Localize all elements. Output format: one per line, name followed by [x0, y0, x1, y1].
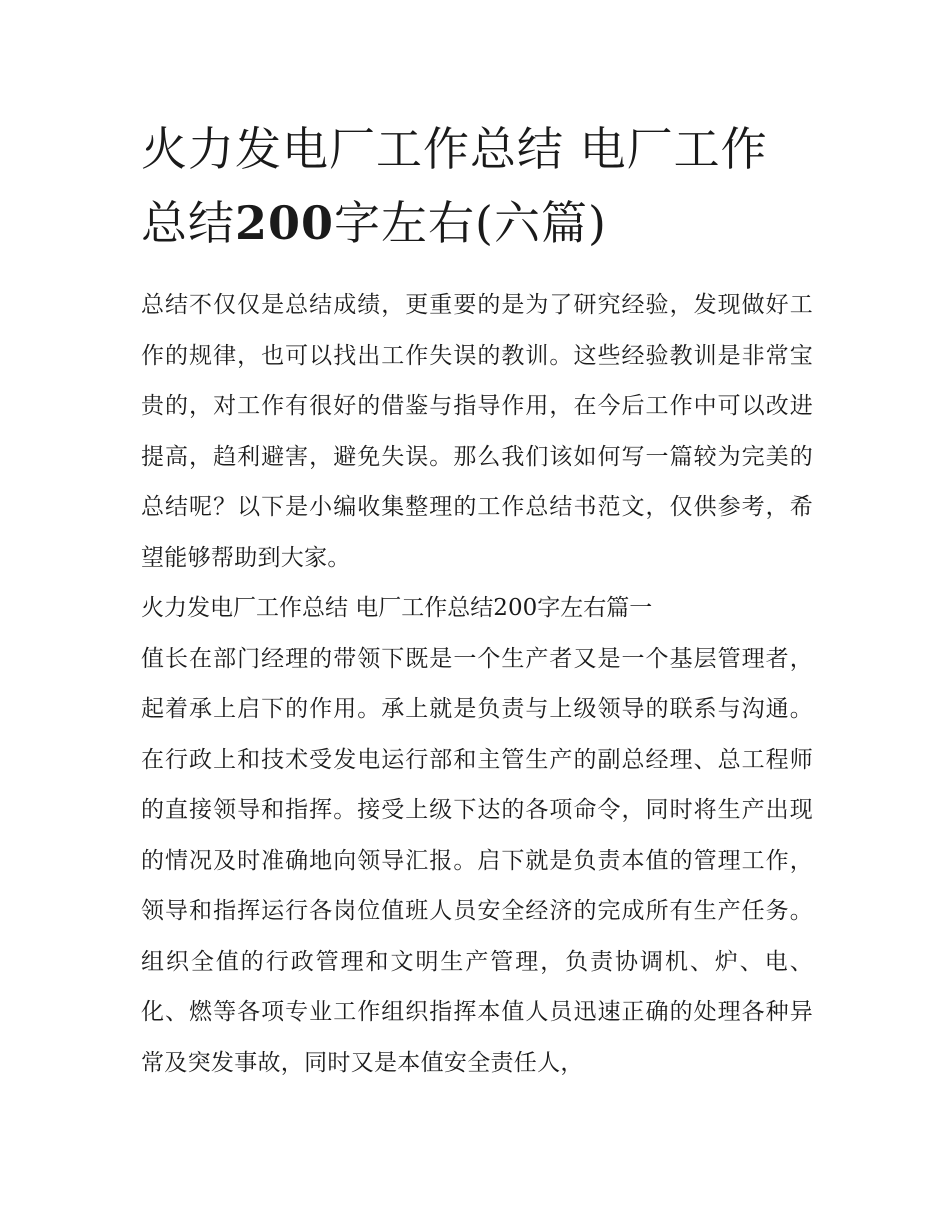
section-body: 值长在部门经理的带领下既是一个生产者又是一个基层管理者，起着承上启下的作用。承上就是负责与上级领导的联系与沟通。在行政上和技术受发电运行部和主管生产的副总经理、总工程师的直接领导和指挥。接受上级下达的各项命令，同时将生产出现的情况及时准确地向领导汇报。启下就是负责本值的管理工作，领导和指挥运行各岗位值班人员安全经济的完成所有生产任务。组织全值的行政管理和文明生产管理，负责协调机、炉、电、化、燃等各项专业工作组织指挥本值人员迅速正确的处理各种异常及突发事故，同时又是本值安全责任人，: [141, 645, 813, 1076]
section-heading: 火力发电厂工作总结 电厂工作总结200字左右篇一: [141, 595, 653, 621]
document-title: 火力发电厂工作总结 电厂工作总结200字左右(六篇): [141, 122, 768, 250]
section-1: [141, 583, 813, 1088]
document-page: [141, 112, 813, 1088]
intro-paragraph: 总结不仅仅是总结成绩，更重要的是为了研究经验，发现做好工作的规律，也可以找出工作失误的教训。这些经验教训是非常宝贵的，对工作有很好的借鉴与指导作用，在今后工作中可以改进提高，趋利避害，避免失误。那么我们该如何写一篇较为完美的总结呢？以下是小编收集整理的工作总结书范文，仅供参考，希望能够帮助到大家。: [141, 292, 813, 571]
